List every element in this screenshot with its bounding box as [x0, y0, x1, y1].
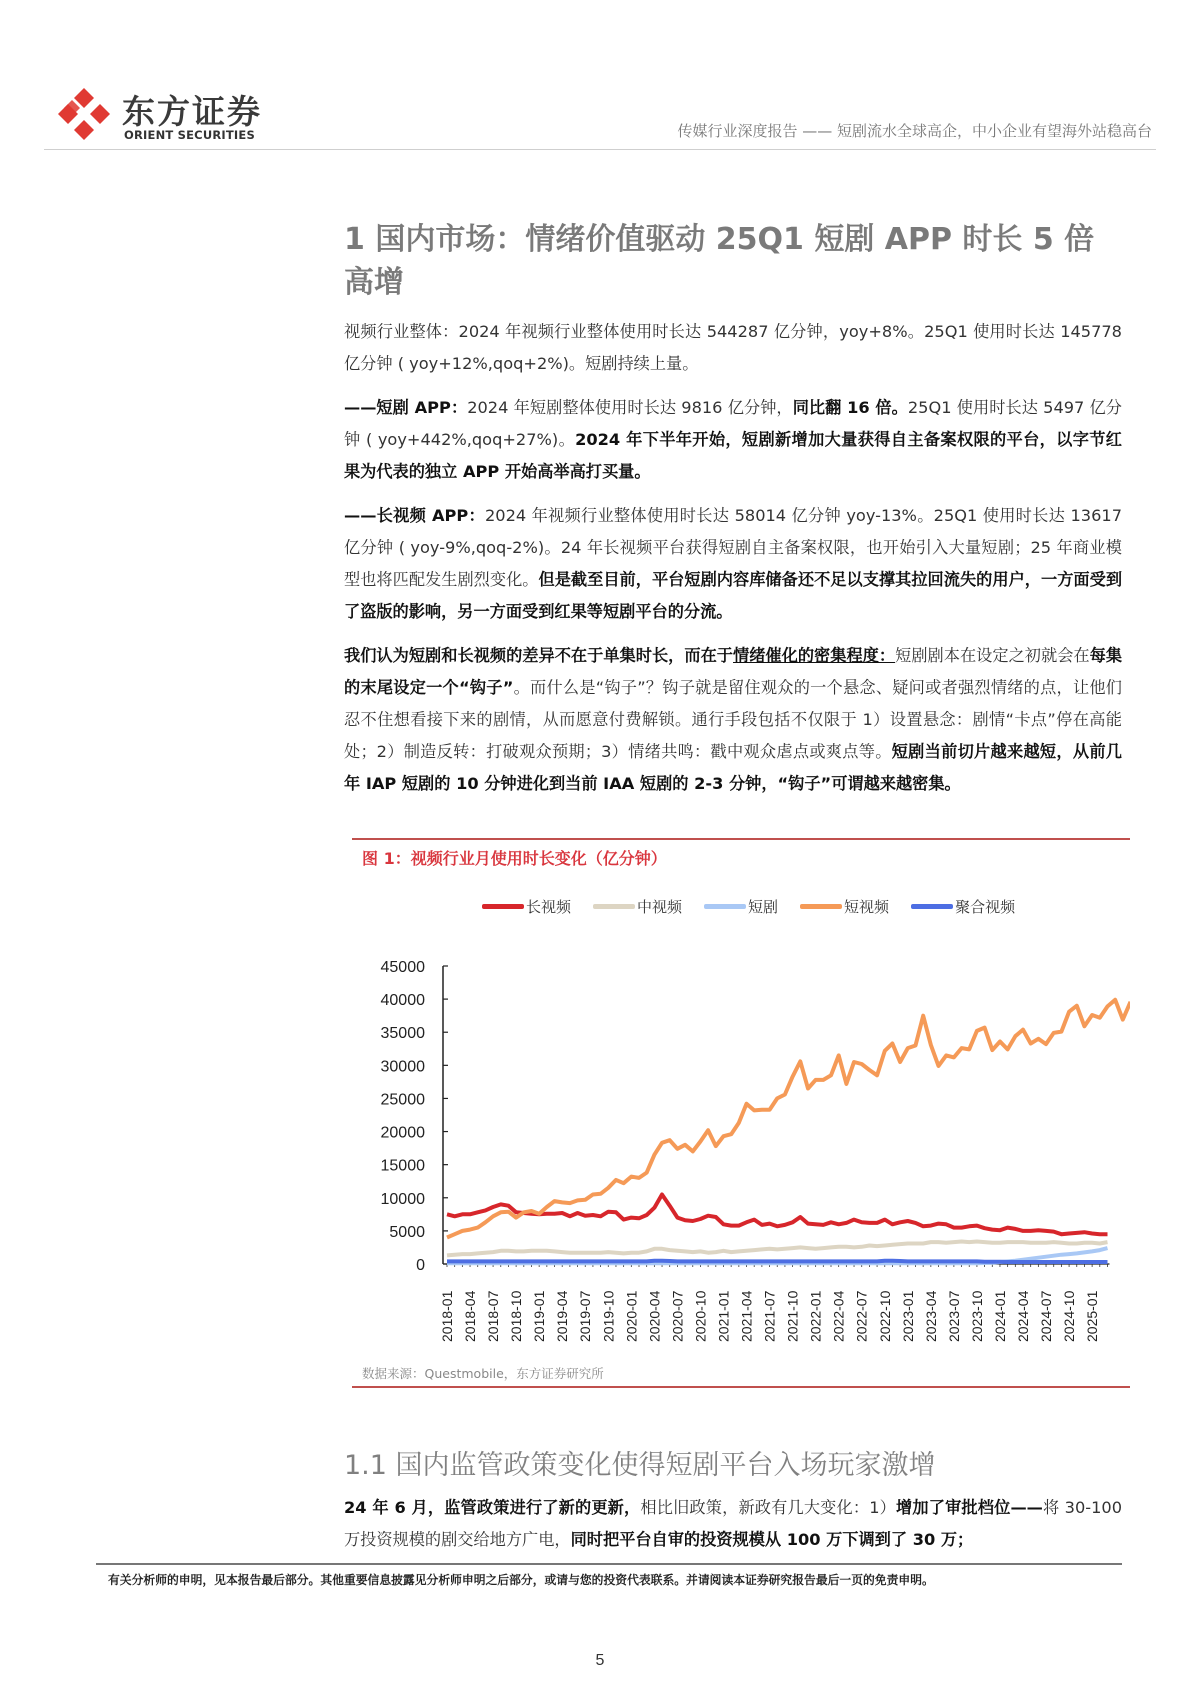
bold-text: 每集的末尾设定一个“钩子” — [344, 646, 1123, 697]
logo-english-name: ORIENT SECURITIES — [124, 128, 255, 142]
x-tick-label: 2019-10 — [600, 1290, 617, 1342]
orient-securities-logo — [56, 82, 316, 142]
lead-short-drama: ——短剧 APP： — [344, 398, 468, 417]
section-1-heading: 1 国内市场：情绪价值驱动 25Q1 短剧 APP 时长 5 倍高增 — [344, 222, 1095, 300]
x-tick-label: 2020-01 — [623, 1290, 640, 1342]
series-line-聚合视频 — [447, 1261, 1108, 1262]
x-tick-label: 2018-01 — [439, 1290, 455, 1342]
x-tick-label: 2021-07 — [761, 1290, 778, 1342]
x-tick-label: 2020-10 — [692, 1290, 709, 1342]
y-tick-label: 25000 — [380, 1091, 425, 1109]
x-tick-label: 2023-10 — [968, 1290, 985, 1342]
x-tick-label: 2018-07 — [485, 1290, 502, 1342]
x-tick-label: 2024-10 — [1061, 1290, 1078, 1342]
x-tick-label: 2020-07 — [669, 1290, 686, 1342]
bold-text: 增加了审批档位—— — [896, 1498, 1043, 1517]
x-tick-label: 2019-04 — [554, 1290, 571, 1342]
text: 2024 年短剧整体使用时长达 9816 亿分钟， — [467, 398, 793, 417]
y-tick-label: 20000 — [380, 1124, 425, 1142]
x-tick-label: 2025-01 — [1084, 1290, 1101, 1342]
legend-label: 短剧 — [748, 898, 779, 916]
text: 2024 年视频行业整体使用时长达 58014 亿分钟 yoy-13%。25Q1 使用时长达 13617 亿分钟 ( yoy-9%,qoq-2%)。24 年长视频平台获得短剧自主备案权限，也开始引入大量短剧；25 年商业模型也将匹配发生剧烈变化。 — [344, 506, 1122, 589]
footer-divider — [96, 1563, 1122, 1565]
y-tick-label: 15000 — [380, 1157, 425, 1175]
figure-bottom-rule — [352, 1386, 1130, 1388]
legend-item — [704, 896, 778, 917]
y-tick-label: 0 — [416, 1257, 425, 1274]
x-tick-label: 2021-01 — [715, 1290, 732, 1342]
legend-item — [482, 896, 571, 917]
y-tick-label: 35000 — [380, 1025, 425, 1043]
text: 。而什么是“钩子”？钩子就是留住观众的一个悬念、疑问或者强烈情绪的点，让他们忍不住想看接下来的剧情，从而愿意付费解锁。通行手段包括不仅限于 1）设置悬念：剧情“卡点”停在高能处；2）制造反转：打破观众预期；3）情绪共鸣：戳中观众虐点或爽点等。 — [344, 678, 1122, 761]
legend-swatch-icon — [704, 904, 746, 909]
x-tick-label: 2024-04 — [1015, 1290, 1031, 1342]
x-tick-label: 2024-07 — [1038, 1290, 1055, 1342]
bold-text: 2024 年下半年开始，短剧新增加大量获得自主备案权限的平台，以字节红果为代表的独立 APP 开始高举高打买量。 — [344, 430, 1122, 481]
section-1-1-body — [344, 1492, 1122, 1556]
page-number: 5 — [595, 1652, 605, 1669]
lead-long-video: ——长视频 APP： — [344, 506, 485, 525]
bold-text: 同比翻 16 倍。 — [792, 398, 908, 417]
bold-text: 同时把平台自审的投资规模从 100 万下调到了 30 万； — [570, 1530, 974, 1549]
footer-disclaimer: 有关分析师的申明，见本报告最后部分。其他重要信息披露见分析师申明之后部分，或请与您的投资代表联系。并请阅读本证券研究报告最后一页的免责申明。 — [108, 1573, 934, 1587]
series-line-短视频 — [447, 1000, 1130, 1238]
x-tick-label: 2023-07 — [945, 1290, 962, 1342]
x-tick-label: 2021-04 — [738, 1290, 755, 1342]
legend-label: 长视频 — [526, 898, 572, 916]
paragraph-hook-analysis — [344, 640, 1122, 800]
x-tick-label: 2024-01 — [991, 1290, 1008, 1342]
bold-text: 但是截至目前，平台短剧内容库储备还不足以支撑其拉回流失的用户，一方面受到了盗版的影响，另一方面受到红果等短剧平台的分流。 — [344, 570, 1123, 621]
section-1-body — [344, 316, 1122, 800]
x-tick-label: 2018-04 — [462, 1290, 479, 1342]
chart-legend — [482, 896, 1015, 917]
section-1-1-heading: 1.1 国内监管政策变化使得短剧平台入场玩家激增 — [344, 1450, 936, 1481]
header-divider — [44, 149, 1156, 150]
x-tick-label: 2021-10 — [784, 1290, 801, 1342]
legend-item — [800, 896, 889, 917]
paragraph-industry-overview: 视频行业整体：2024 年视频行业整体使用时长达 544287 亿分钟，yoy+8%。25Q1 使用时长达 145778 亿分钟 ( yoy+12%,qoq+2%)。短剧持续上量。 — [344, 322, 1122, 373]
x-tick-label: 2020-04 — [646, 1290, 663, 1342]
logo-chinese-name: 东方证券 — [122, 92, 262, 131]
legend-item — [911, 896, 1015, 917]
text: 将 30-100 万投资规模的剧交给地方广电， — [344, 1498, 1122, 1549]
x-tick-label: 2022-07 — [853, 1290, 870, 1342]
paragraph-long-video-app — [344, 500, 1122, 628]
bold-text: 24 年 6 月，监管政策进行了新的更新， — [344, 1498, 641, 1517]
figure-top-rule — [352, 838, 1130, 840]
legend-label: 短视频 — [844, 898, 890, 916]
paragraph-regulation — [344, 1492, 1122, 1556]
y-tick-label: 40000 — [380, 992, 425, 1010]
y-tick-label: 5000 — [389, 1223, 425, 1241]
legend-swatch-icon — [800, 904, 842, 909]
text: 25Q1 使用时长达 5497 亿分钟 ( yoy+442%,qoq+27%)。 — [344, 398, 1122, 449]
x-tick-label: 2022-01 — [807, 1290, 824, 1342]
legend-swatch-icon — [593, 904, 635, 909]
legend-swatch-icon — [482, 904, 524, 909]
page-header — [44, 70, 1156, 150]
x-tick-label: 2022-10 — [876, 1290, 893, 1342]
figure-title: 图 1：视频行业月使用时长变化（亿分钟） — [362, 849, 667, 868]
series-line-中视频 — [447, 1242, 1108, 1256]
logo-diamond-icon — [56, 86, 112, 142]
legend-item — [593, 896, 682, 917]
legend-label: 聚合视频 — [955, 898, 1016, 916]
y-tick-label: 30000 — [380, 1058, 425, 1076]
text: 相比旧政策，新政有几大变化：1） — [640, 1498, 897, 1517]
legend-label: 中视频 — [637, 898, 683, 916]
bold-text: 我们认为短剧和长视频的差异不在于单集时长，而在于 — [344, 646, 734, 665]
x-tick-label: 2019-01 — [531, 1290, 548, 1342]
y-tick-label: 45000 — [380, 959, 425, 976]
y-tick-label: 10000 — [380, 1190, 425, 1208]
report-title: 传媒行业深度报告 —— 短剧流水全球高企，中小企业有望海外站稳高台 — [677, 122, 1152, 140]
series-line-长视频 — [447, 1195, 1108, 1235]
bold-text: 短剧当前切片越来越短，从前几年 IAP 短剧的 10 分钟进化到当前 IAA 短剧的 2-3 分钟，“钩子”可谓越来越密集。 — [344, 742, 1122, 793]
x-tick-label: 2019-07 — [577, 1290, 594, 1342]
underlined-bold-text: 情绪催化的密集程度： — [733, 646, 896, 665]
x-tick-label: 2018-10 — [508, 1290, 525, 1342]
legend-swatch-icon — [911, 904, 953, 909]
figure-source: 数据来源：Questmobile，东方证券研究所 — [362, 1366, 604, 1381]
x-tick-label: 2023-01 — [899, 1290, 916, 1342]
paragraph-short-drama-app — [344, 392, 1122, 488]
x-tick-label: 2022-04 — [830, 1290, 847, 1342]
line-chart — [352, 918, 1130, 1358]
text: 短剧剧本在设定之初就会在 — [895, 646, 1090, 665]
x-tick-label: 2023-04 — [922, 1290, 939, 1342]
